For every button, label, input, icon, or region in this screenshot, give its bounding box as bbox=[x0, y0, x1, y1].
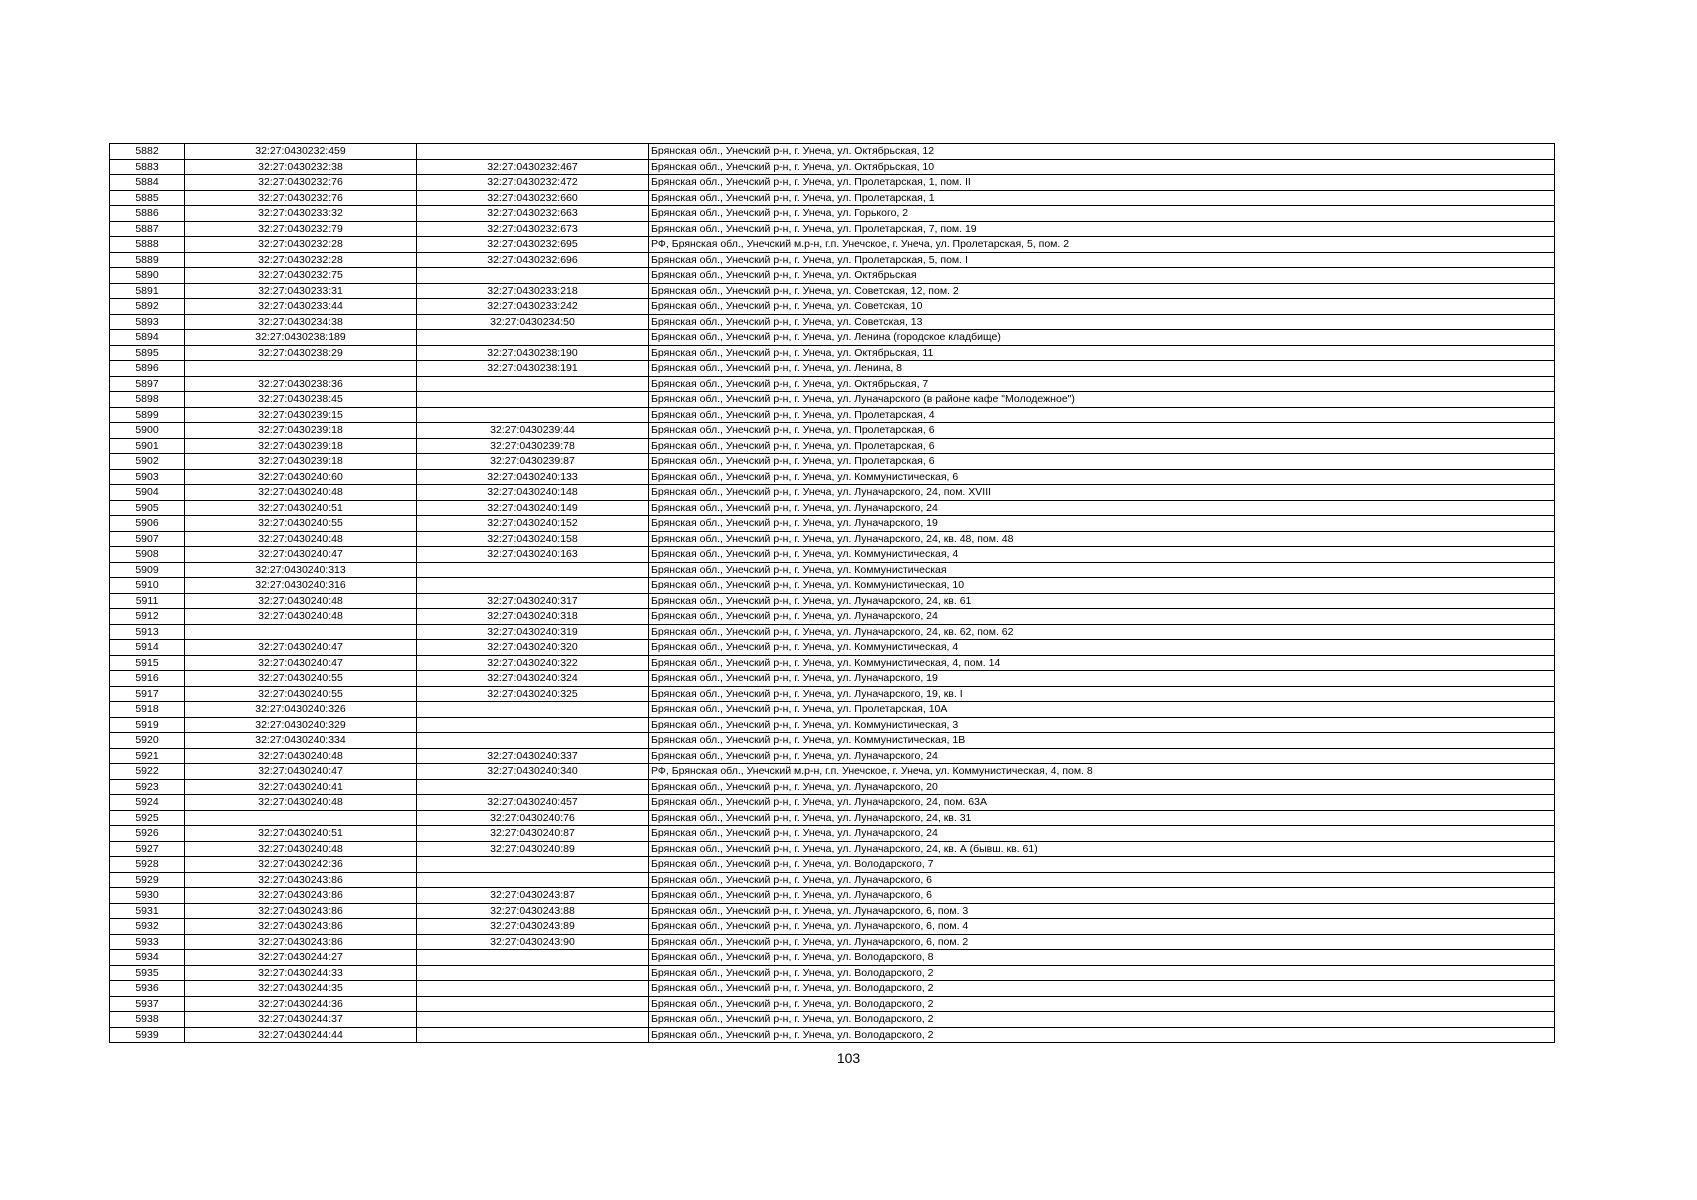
parcel-number-cell: 32:27:0430240:334 bbox=[185, 733, 417, 749]
object-number-cell bbox=[417, 407, 649, 423]
address-cell: Брянская обл., Унечский р-н, г. Унеча, ул. Октябрьская bbox=[649, 268, 1555, 284]
table-row bbox=[110, 996, 1555, 1012]
parcel-number-cell: 32:27:0430238:36 bbox=[185, 376, 417, 392]
row-number-cell: 5906 bbox=[110, 516, 185, 532]
parcel-number-cell: 32:27:0430240:48 bbox=[185, 609, 417, 625]
row-number-cell: 5923 bbox=[110, 779, 185, 795]
parcel-number-cell: 32:27:0430239:18 bbox=[185, 438, 417, 454]
parcel-number-cell: 32:27:0430240:48 bbox=[185, 841, 417, 857]
address-cell: Брянская обл., Унечский р-н, г. Унеча, ул. Пролетарская, 7, пом. 19 bbox=[649, 221, 1555, 237]
row-number-cell: 5910 bbox=[110, 578, 185, 594]
object-number-cell: 32:27:0430240:324 bbox=[417, 671, 649, 687]
object-number-cell bbox=[417, 392, 649, 408]
table-row bbox=[110, 779, 1555, 795]
address-cell: Брянская обл., Унечский р-н, г. Унеча, ул. Луначарского, 19 bbox=[649, 516, 1555, 532]
table-row bbox=[110, 159, 1555, 175]
object-number-cell bbox=[417, 779, 649, 795]
object-number-cell: 32:27:0430233:242 bbox=[417, 299, 649, 315]
parcel-number-cell: 32:27:0430233:32 bbox=[185, 206, 417, 222]
row-number-cell: 5904 bbox=[110, 485, 185, 501]
parcel-number-cell: 32:27:0430240:47 bbox=[185, 655, 417, 671]
table-row bbox=[110, 485, 1555, 501]
address-cell: РФ, Брянская обл., Унечский м.р-н, г.п. Унечское, г. Унеча, ул. Коммунистическая, 4, пом. 8 bbox=[649, 764, 1555, 780]
table-row bbox=[110, 624, 1555, 640]
parcel-number-cell: 32:27:0430240:48 bbox=[185, 485, 417, 501]
object-number-cell bbox=[417, 562, 649, 578]
row-number-cell: 5898 bbox=[110, 392, 185, 408]
object-number-cell: 32:27:0430240:322 bbox=[417, 655, 649, 671]
object-number-cell: 32:27:0430239:78 bbox=[417, 438, 649, 454]
parcel-number-cell: 32:27:0430242:36 bbox=[185, 857, 417, 873]
object-number-cell: 32:27:0430234:50 bbox=[417, 314, 649, 330]
object-number-cell: 32:27:0430232:696 bbox=[417, 252, 649, 268]
object-number-cell: 32:27:0430238:190 bbox=[417, 345, 649, 361]
table-row bbox=[110, 640, 1555, 656]
row-number-cell: 5901 bbox=[110, 438, 185, 454]
parcel-number-cell: 32:27:0430244:33 bbox=[185, 965, 417, 981]
address-cell: Брянская обл., Унечский р-н, г. Унеча, ул. Володарского, 7 bbox=[649, 857, 1555, 873]
table-row bbox=[110, 144, 1555, 160]
row-number-cell: 5933 bbox=[110, 934, 185, 950]
table-row bbox=[110, 516, 1555, 532]
table-row bbox=[110, 175, 1555, 191]
parcel-number-cell: 32:27:0430239:15 bbox=[185, 407, 417, 423]
address-cell: Брянская обл., Унечский р-н, г. Унеча, ул. Ленина (городское кладбище) bbox=[649, 330, 1555, 346]
object-number-cell bbox=[417, 872, 649, 888]
object-number-cell: 32:27:0430232:695 bbox=[417, 237, 649, 253]
table-row bbox=[110, 299, 1555, 315]
object-number-cell bbox=[417, 950, 649, 966]
parcel-number-cell bbox=[185, 361, 417, 377]
address-cell: Брянская обл., Унечский р-н, г. Унеча, ул. Советская, 13 bbox=[649, 314, 1555, 330]
table-row bbox=[110, 826, 1555, 842]
object-number-cell: 32:27:0430232:472 bbox=[417, 175, 649, 191]
table-row bbox=[110, 748, 1555, 764]
table-row bbox=[110, 345, 1555, 361]
parcel-number-cell: 32:27:0430240:51 bbox=[185, 826, 417, 842]
row-number-cell: 5921 bbox=[110, 748, 185, 764]
row-number-cell: 5894 bbox=[110, 330, 185, 346]
address-cell: Брянская обл., Унечский р-н, г. Унеча, ул. Луначарского, 24 bbox=[649, 748, 1555, 764]
table-row bbox=[110, 686, 1555, 702]
parcel-number-cell: 32:27:0430233:31 bbox=[185, 283, 417, 299]
table-row bbox=[110, 934, 1555, 950]
row-number-cell: 5911 bbox=[110, 593, 185, 609]
parcel-number-cell: 32:27:0430244:37 bbox=[185, 1012, 417, 1028]
address-cell: Брянская обл., Унечский р-н, г. Унеча, ул. Советская, 12, пом. 2 bbox=[649, 283, 1555, 299]
table-row bbox=[110, 609, 1555, 625]
parcel-number-cell: 32:27:0430240:48 bbox=[185, 531, 417, 547]
table-row bbox=[110, 314, 1555, 330]
table-row bbox=[110, 795, 1555, 811]
row-number-cell: 5934 bbox=[110, 950, 185, 966]
row-number-cell: 5915 bbox=[110, 655, 185, 671]
address-cell: Брянская обл., Унечский р-н, г. Унеча, ул. Октябрьская, 12 bbox=[649, 144, 1555, 160]
parcel-number-cell: 32:27:0430244:36 bbox=[185, 996, 417, 1012]
object-number-cell: 32:27:0430239:87 bbox=[417, 454, 649, 470]
object-number-cell bbox=[417, 733, 649, 749]
address-cell: Брянская обл., Унечский р-н, г. Унеча, ул. Луначарского, 6, пом. 4 bbox=[649, 919, 1555, 935]
object-number-cell: 32:27:0430240:149 bbox=[417, 500, 649, 516]
address-cell: РФ, Брянская обл., Унечский м.р-н, г.п. Унечское, г. Унеча, ул. Пролетарская, 5, пом. 2 bbox=[649, 237, 1555, 253]
object-number-cell bbox=[417, 1012, 649, 1028]
parcel-number-cell: 32:27:0430232:75 bbox=[185, 268, 417, 284]
table-row bbox=[110, 578, 1555, 594]
address-cell: Брянская обл., Унечский р-н, г. Унеча, ул. Октябрьская, 11 bbox=[649, 345, 1555, 361]
address-cell: Брянская обл., Унечский р-н, г. Унеча, ул. Луначарского, 24 bbox=[649, 609, 1555, 625]
parcel-number-cell: 32:27:0430243:86 bbox=[185, 888, 417, 904]
row-number-cell: 5882 bbox=[110, 144, 185, 160]
table-row bbox=[110, 965, 1555, 981]
row-number-cell: 5919 bbox=[110, 717, 185, 733]
object-number-cell: 32:27:0430240:87 bbox=[417, 826, 649, 842]
parcel-number-cell: 32:27:0430244:35 bbox=[185, 981, 417, 997]
object-number-cell: 32:27:0430239:44 bbox=[417, 423, 649, 439]
table-row bbox=[110, 547, 1555, 563]
row-number-cell: 5895 bbox=[110, 345, 185, 361]
table-row bbox=[110, 438, 1555, 454]
row-number-cell: 5900 bbox=[110, 423, 185, 439]
table-row bbox=[110, 252, 1555, 268]
object-number-cell bbox=[417, 857, 649, 873]
object-number-cell: 32:27:0430232:660 bbox=[417, 190, 649, 206]
address-cell: Брянская обл., Унечский р-н, г. Унеча, ул. Володарского, 2 bbox=[649, 996, 1555, 1012]
parcel-number-cell: 32:27:0430243:86 bbox=[185, 919, 417, 935]
table-row bbox=[110, 764, 1555, 780]
table-row bbox=[110, 593, 1555, 609]
table-row bbox=[110, 407, 1555, 423]
address-cell: Брянская обл., Унечский р-н, г. Унеча, ул. Октябрьская, 7 bbox=[649, 376, 1555, 392]
row-number-cell: 5905 bbox=[110, 500, 185, 516]
address-cell: Брянская обл., Унечский р-н, г. Унеча, ул. Коммунистическая, 4, пом. 14 bbox=[649, 655, 1555, 671]
row-number-cell: 5885 bbox=[110, 190, 185, 206]
parcel-number-cell: 32:27:0430232:76 bbox=[185, 190, 417, 206]
address-cell: Брянская обл., Унечский р-н, г. Унеча, ул. Володарского, 2 bbox=[649, 1027, 1555, 1043]
address-cell: Брянская обл., Унечский р-н, г. Унеча, ул. Луначарского, 24, кв. 62, пом. 62 bbox=[649, 624, 1555, 640]
object-number-cell bbox=[417, 702, 649, 718]
row-number-cell: 5903 bbox=[110, 469, 185, 485]
parcel-number-cell: 32:27:0430240:48 bbox=[185, 748, 417, 764]
object-number-cell bbox=[417, 376, 649, 392]
table-row bbox=[110, 423, 1555, 439]
parcel-number-cell: 32:27:0430240:47 bbox=[185, 764, 417, 780]
table-row bbox=[110, 888, 1555, 904]
object-number-cell: 32:27:0430232:663 bbox=[417, 206, 649, 222]
parcel-number-cell: 32:27:0430233:44 bbox=[185, 299, 417, 315]
object-number-cell bbox=[417, 330, 649, 346]
object-number-cell: 32:27:0430240:158 bbox=[417, 531, 649, 547]
parcel-number-cell: 32:27:0430243:86 bbox=[185, 872, 417, 888]
address-cell: Брянская обл., Унечский р-н, г. Унеча, ул. Луначарского (в районе кафе "Молодежное") bbox=[649, 392, 1555, 408]
parcel-number-cell: 32:27:0430238:29 bbox=[185, 345, 417, 361]
address-cell: Брянская обл., Унечский р-н, г. Унеча, ул. Луначарского, 19, кв. I bbox=[649, 686, 1555, 702]
row-number-cell: 5884 bbox=[110, 175, 185, 191]
table-row bbox=[110, 857, 1555, 873]
address-cell: Брянская обл., Унечский р-н, г. Унеча, ул. Коммунистическая, 6 bbox=[649, 469, 1555, 485]
table-row bbox=[110, 981, 1555, 997]
parcel-number-cell: 32:27:0430240:316 bbox=[185, 578, 417, 594]
parcel-number-cell: 32:27:0430232:28 bbox=[185, 237, 417, 253]
row-number-cell: 5928 bbox=[110, 857, 185, 873]
row-number-cell: 5896 bbox=[110, 361, 185, 377]
table-row bbox=[110, 655, 1555, 671]
address-cell: Брянская обл., Унечский р-н, г. Унеча, ул. Коммунистическая, 10 bbox=[649, 578, 1555, 594]
object-number-cell: 32:27:0430243:87 bbox=[417, 888, 649, 904]
address-cell: Брянская обл., Унечский р-н, г. Унеча, ул. Пролетарская, 6 bbox=[649, 423, 1555, 439]
row-number-cell: 5917 bbox=[110, 686, 185, 702]
address-cell: Брянская обл., Унечский р-н, г. Унеча, ул. Луначарского, 6, пом. 3 bbox=[649, 903, 1555, 919]
row-number-cell: 5935 bbox=[110, 965, 185, 981]
table-row bbox=[110, 702, 1555, 718]
table-row bbox=[110, 392, 1555, 408]
row-number-cell: 5931 bbox=[110, 903, 185, 919]
table-row bbox=[110, 283, 1555, 299]
row-number-cell: 5899 bbox=[110, 407, 185, 423]
parcel-number-cell bbox=[185, 624, 417, 640]
registry-table bbox=[109, 143, 1555, 1043]
address-cell: Брянская обл., Унечский р-н, г. Унеча, ул. Луначарского, 20 bbox=[649, 779, 1555, 795]
object-number-cell: 32:27:0430240:163 bbox=[417, 547, 649, 563]
table-row bbox=[110, 1027, 1555, 1043]
table-row bbox=[110, 810, 1555, 826]
object-number-cell: 32:27:0430233:218 bbox=[417, 283, 649, 299]
row-number-cell: 5914 bbox=[110, 640, 185, 656]
parcel-number-cell: 32:27:0430232:459 bbox=[185, 144, 417, 160]
parcel-number-cell bbox=[185, 810, 417, 826]
row-number-cell: 5890 bbox=[110, 268, 185, 284]
object-number-cell: 32:27:0430243:90 bbox=[417, 934, 649, 950]
table-row bbox=[110, 562, 1555, 578]
table-row bbox=[110, 1012, 1555, 1028]
object-number-cell: 32:27:0430232:467 bbox=[417, 159, 649, 175]
table-row bbox=[110, 469, 1555, 485]
object-number-cell: 32:27:0430243:89 bbox=[417, 919, 649, 935]
object-number-cell: 32:27:0430240:318 bbox=[417, 609, 649, 625]
table-row bbox=[110, 950, 1555, 966]
object-number-cell: 32:27:0430232:673 bbox=[417, 221, 649, 237]
row-number-cell: 5938 bbox=[110, 1012, 185, 1028]
parcel-number-cell: 32:27:0430240:47 bbox=[185, 640, 417, 656]
table-row bbox=[110, 237, 1555, 253]
address-cell: Брянская обл., Унечский р-н, г. Унеча, ул. Пролетарская, 6 bbox=[649, 454, 1555, 470]
parcel-number-cell: 32:27:0430240:51 bbox=[185, 500, 417, 516]
address-cell: Брянская обл., Унечский р-н, г. Унеча, ул. Луначарского, 24 bbox=[649, 826, 1555, 842]
row-number-cell: 5927 bbox=[110, 841, 185, 857]
table-row bbox=[110, 330, 1555, 346]
object-number-cell bbox=[417, 578, 649, 594]
row-number-cell: 5887 bbox=[110, 221, 185, 237]
address-cell: Брянская обл., Унечский р-н, г. Унеча, ул. Пролетарская, 5, пом. I bbox=[649, 252, 1555, 268]
page-number: 103 bbox=[836, 1050, 861, 1066]
object-number-cell: 32:27:0430240:457 bbox=[417, 795, 649, 811]
table-row bbox=[110, 733, 1555, 749]
object-number-cell: 32:27:0430240:148 bbox=[417, 485, 649, 501]
row-number-cell: 5883 bbox=[110, 159, 185, 175]
parcel-number-cell: 32:27:0430240:326 bbox=[185, 702, 417, 718]
object-number-cell bbox=[417, 268, 649, 284]
address-cell: Брянская обл., Унечский р-н, г. Унеча, ул. Коммунистическая, 4 bbox=[649, 640, 1555, 656]
row-number-cell: 5922 bbox=[110, 764, 185, 780]
row-number-cell: 5918 bbox=[110, 702, 185, 718]
row-number-cell: 5932 bbox=[110, 919, 185, 935]
row-number-cell: 5912 bbox=[110, 609, 185, 625]
object-number-cell bbox=[417, 981, 649, 997]
object-number-cell: 32:27:0430240:325 bbox=[417, 686, 649, 702]
address-cell: Брянская обл., Унечский р-н, г. Унеча, ул. Луначарского, 6, пом. 2 bbox=[649, 934, 1555, 950]
table-row bbox=[110, 872, 1555, 888]
table-row bbox=[110, 903, 1555, 919]
row-number-cell: 5891 bbox=[110, 283, 185, 299]
parcel-number-cell: 32:27:0430239:18 bbox=[185, 454, 417, 470]
address-cell: Брянская обл., Унечский р-н, г. Унеча, ул. Луначарского, 24, кв. А (бывш. кв. 61) bbox=[649, 841, 1555, 857]
row-number-cell: 5936 bbox=[110, 981, 185, 997]
row-number-cell: 5888 bbox=[110, 237, 185, 253]
address-cell: Брянская обл., Унечский р-н, г. Унеча, ул. Коммунистическая, 3 bbox=[649, 717, 1555, 733]
table-row bbox=[110, 190, 1555, 206]
object-number-cell: 32:27:0430240:317 bbox=[417, 593, 649, 609]
table-row bbox=[110, 500, 1555, 516]
parcel-number-cell: 32:27:0430240:48 bbox=[185, 795, 417, 811]
object-number-cell: 32:27:0430240:152 bbox=[417, 516, 649, 532]
address-cell: Брянская обл., Унечский р-н, г. Унеча, ул. Горького, 2 bbox=[649, 206, 1555, 222]
row-number-cell: 5939 bbox=[110, 1027, 185, 1043]
object-number-cell: 32:27:0430240:320 bbox=[417, 640, 649, 656]
row-number-cell: 5907 bbox=[110, 531, 185, 547]
address-cell: Брянская обл., Унечский р-н, г. Унеча, ул. Коммунистическая bbox=[649, 562, 1555, 578]
parcel-number-cell: 32:27:0430240:55 bbox=[185, 671, 417, 687]
address-cell: Брянская обл., Унечский р-н, г. Унеча, ул. Луначарского, 24, пом. 63А bbox=[649, 795, 1555, 811]
row-number-cell: 5892 bbox=[110, 299, 185, 315]
row-number-cell: 5916 bbox=[110, 671, 185, 687]
object-number-cell bbox=[417, 996, 649, 1012]
address-cell: Брянская обл., Унечский р-н, г. Унеча, ул. Октябрьская, 10 bbox=[649, 159, 1555, 175]
row-number-cell: 5926 bbox=[110, 826, 185, 842]
parcel-number-cell: 32:27:0430244:44 bbox=[185, 1027, 417, 1043]
parcel-number-cell: 32:27:0430239:18 bbox=[185, 423, 417, 439]
parcel-number-cell: 32:27:0430240:55 bbox=[185, 686, 417, 702]
parcel-number-cell: 32:27:0430238:189 bbox=[185, 330, 417, 346]
parcel-number-cell: 32:27:0430240:48 bbox=[185, 593, 417, 609]
table-row bbox=[110, 671, 1555, 687]
address-cell: Брянская обл., Унечский р-н, г. Унеча, ул. Луначарского, 24, пом. XVIII bbox=[649, 485, 1555, 501]
parcel-number-cell: 32:27:0430240:47 bbox=[185, 547, 417, 563]
object-number-cell: 32:27:0430240:133 bbox=[417, 469, 649, 485]
parcel-number-cell: 32:27:0430232:76 bbox=[185, 175, 417, 191]
address-cell: Брянская обл., Унечский р-н, г. Унеча, ул. Пролетарская, 6 bbox=[649, 438, 1555, 454]
address-cell: Брянская обл., Унечский р-н, г. Унеча, ул. Володарского, 2 bbox=[649, 1012, 1555, 1028]
row-number-cell: 5889 bbox=[110, 252, 185, 268]
address-cell: Брянская обл., Унечский р-н, г. Унеча, ул. Пролетарская, 10А bbox=[649, 702, 1555, 718]
address-cell: Брянская обл., Унечский р-н, г. Унеча, ул. Луначарского, 24, кв. 31 bbox=[649, 810, 1555, 826]
row-number-cell: 5897 bbox=[110, 376, 185, 392]
address-cell: Брянская обл., Унечский р-н, г. Унеча, ул. Луначарского, 6 bbox=[649, 872, 1555, 888]
address-cell: Брянская обл., Унечский р-н, г. Унеча, ул. Володарского, 2 bbox=[649, 981, 1555, 997]
parcel-number-cell: 32:27:0430240:41 bbox=[185, 779, 417, 795]
row-number-cell: 5886 bbox=[110, 206, 185, 222]
table-row bbox=[110, 454, 1555, 470]
row-number-cell: 5893 bbox=[110, 314, 185, 330]
parcel-number-cell: 32:27:0430243:86 bbox=[185, 934, 417, 950]
row-number-cell: 5909 bbox=[110, 562, 185, 578]
address-cell: Брянская обл., Унечский р-н, г. Унеча, ул. Коммунистическая, 4 bbox=[649, 547, 1555, 563]
parcel-number-cell: 32:27:0430232:79 bbox=[185, 221, 417, 237]
row-number-cell: 5925 bbox=[110, 810, 185, 826]
object-number-cell bbox=[417, 717, 649, 733]
parcel-number-cell: 32:27:0430240:329 bbox=[185, 717, 417, 733]
table-row bbox=[110, 531, 1555, 547]
address-cell: Брянская обл., Унечский р-н, г. Унеча, ул. Пролетарская, 4 bbox=[649, 407, 1555, 423]
address-cell: Брянская обл., Унечский р-н, г. Унеча, ул. Пролетарская, 1, пом. II bbox=[649, 175, 1555, 191]
object-number-cell: 32:27:0430240:337 bbox=[417, 748, 649, 764]
object-number-cell bbox=[417, 965, 649, 981]
address-cell: Брянская обл., Унечский р-н, г. Унеча, ул. Луначарского, 24 bbox=[649, 500, 1555, 516]
address-cell: Брянская обл., Унечский р-н, г. Унеча, ул. Коммунистическая, 1В bbox=[649, 733, 1555, 749]
address-cell: Брянская обл., Унечский р-н, г. Унеча, ул. Луначарского, 6 bbox=[649, 888, 1555, 904]
address-cell: Брянская обл., Унечский р-н, г. Унеча, ул. Луначарского, 24, кв. 48, пом. 48 bbox=[649, 531, 1555, 547]
row-number-cell: 5930 bbox=[110, 888, 185, 904]
parcel-number-cell: 32:27:0430234:38 bbox=[185, 314, 417, 330]
address-cell: Брянская обл., Унечский р-н, г. Унеча, ул. Володарского, 8 bbox=[649, 950, 1555, 966]
address-cell: Брянская обл., Унечский р-н, г. Унеча, ул. Луначарского, 24, кв. 61 bbox=[649, 593, 1555, 609]
parcel-number-cell: 32:27:0430232:28 bbox=[185, 252, 417, 268]
row-number-cell: 5902 bbox=[110, 454, 185, 470]
table-body bbox=[110, 144, 1555, 1043]
object-number-cell bbox=[417, 144, 649, 160]
address-cell: Брянская обл., Унечский р-н, г. Унеча, ул. Володарского, 2 bbox=[649, 965, 1555, 981]
address-cell: Брянская обл., Унечский р-н, г. Унеча, ул. Пролетарская, 1 bbox=[649, 190, 1555, 206]
parcel-number-cell: 32:27:0430240:60 bbox=[185, 469, 417, 485]
table-row bbox=[110, 221, 1555, 237]
row-number-cell: 5913 bbox=[110, 624, 185, 640]
row-number-cell: 5937 bbox=[110, 996, 185, 1012]
parcel-number-cell: 32:27:0430240:313 bbox=[185, 562, 417, 578]
table-row bbox=[110, 268, 1555, 284]
table-row bbox=[110, 919, 1555, 935]
table-row bbox=[110, 841, 1555, 857]
row-number-cell: 5920 bbox=[110, 733, 185, 749]
row-number-cell: 5908 bbox=[110, 547, 185, 563]
object-number-cell: 32:27:0430240:89 bbox=[417, 841, 649, 857]
table-row bbox=[110, 376, 1555, 392]
object-number-cell: 32:27:0430240:76 bbox=[417, 810, 649, 826]
table-row bbox=[110, 206, 1555, 222]
object-number-cell: 32:27:0430238:191 bbox=[417, 361, 649, 377]
parcel-number-cell: 32:27:0430240:55 bbox=[185, 516, 417, 532]
table-row bbox=[110, 361, 1555, 377]
address-cell: Брянская обл., Унечский р-н, г. Унеча, ул. Ленина, 8 bbox=[649, 361, 1555, 377]
parcel-number-cell: 32:27:0430244:27 bbox=[185, 950, 417, 966]
object-number-cell bbox=[417, 1027, 649, 1043]
object-number-cell: 32:27:0430240:340 bbox=[417, 764, 649, 780]
address-cell: Брянская обл., Унечский р-н, г. Унеча, ул. Луначарского, 19 bbox=[649, 671, 1555, 687]
parcel-number-cell: 32:27:0430238:45 bbox=[185, 392, 417, 408]
row-number-cell: 5924 bbox=[110, 795, 185, 811]
row-number-cell: 5929 bbox=[110, 872, 185, 888]
object-number-cell: 32:27:0430243:88 bbox=[417, 903, 649, 919]
parcel-number-cell: 32:27:0430243:86 bbox=[185, 903, 417, 919]
address-cell: Брянская обл., Унечский р-н, г. Унеча, ул. Советская, 10 bbox=[649, 299, 1555, 315]
table-row bbox=[110, 717, 1555, 733]
parcel-number-cell: 32:27:0430232:38 bbox=[185, 159, 417, 175]
object-number-cell: 32:27:0430240:319 bbox=[417, 624, 649, 640]
